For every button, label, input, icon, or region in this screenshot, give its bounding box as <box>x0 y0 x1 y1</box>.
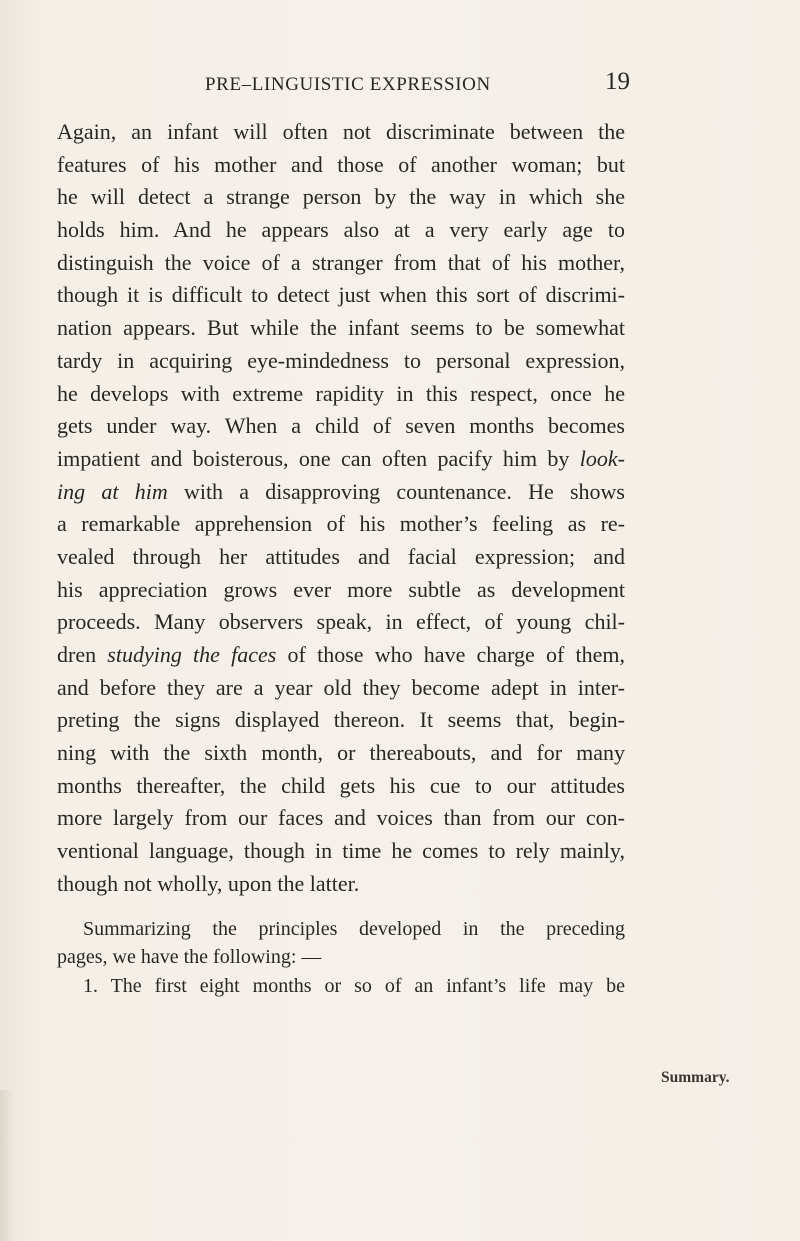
text-segment: of those who have charge of them, <box>276 642 625 667</box>
text-line: Again, an infant will often not discriminate between the <box>57 119 625 144</box>
text-line: though not wholly, upon the latter. <box>57 870 360 896</box>
text-line <box>57 443 625 476</box>
margin-note: Summary. <box>661 1069 730 1086</box>
page-number: 19 <box>605 68 630 95</box>
text-line: more largely from our faces and voices than from our con- <box>57 805 625 831</box>
paragraph-gap <box>57 901 625 915</box>
text-segment: impatient and boisterous, one can often pacify him by <box>57 445 580 471</box>
text-line: holds him. And he appears also at a very early age to <box>57 217 625 243</box>
text-line: proceeds. Many observers speak, in effect, of young chil- <box>57 609 625 635</box>
italic-text: ing at him <box>57 478 168 504</box>
main-text <box>57 116 625 1000</box>
text-line <box>57 476 625 509</box>
text-line: a remarkable apprehension of his mother’s feeling as re- <box>57 511 625 537</box>
text-line: gets under way. When a child of seven months becomes <box>57 413 625 439</box>
text-line: and before they are a year old they become adept in inter- <box>57 674 625 700</box>
text-line: 1. The first eight months or so of an infant’s life may be <box>83 974 625 997</box>
text-line <box>57 639 625 672</box>
text-segment: with a disapproving countenance. He shows <box>167 478 625 504</box>
text-line: ventional language, though in time he comes to rely mainly, <box>57 838 625 864</box>
text-line: he will detect a strange person by the way in which she <box>57 184 625 210</box>
text-line: his appreciation grows ever more subtle as development <box>57 576 625 602</box>
text-line: Summarizing the principles developed in the preceding <box>83 917 625 940</box>
text-line: he develops with extreme rapidity in this respect, once he <box>57 380 625 406</box>
running-head: PRE–LINGUISTIC EXPRESSION <box>205 74 491 95</box>
text-line: tardy in acquiring eye-mindedness to personal expression, <box>57 347 625 373</box>
paragraph-1 <box>57 116 625 901</box>
text-line: features of his mother and those of another woman; but <box>57 151 625 177</box>
text-line: pages, we have the following: — <box>57 946 322 968</box>
text-line: months thereafter, the child gets his cue to our attitudes <box>57 772 625 798</box>
text-line: ning with the sixth month, or thereabouts, and for many <box>57 740 625 766</box>
page-shadow <box>0 1090 14 1241</box>
text-segment: dren <box>57 642 108 667</box>
text-line: nation appears. But while the infant seems to be somewhat <box>57 315 625 341</box>
text-line: vealed through her attitudes and facial expression; and <box>57 543 625 569</box>
text-line: preting the signs displayed thereon. It seems that, begin- <box>57 707 625 733</box>
text-line: though it is difficult to detect just when this sort of discrimi- <box>57 282 625 308</box>
paragraph-2 <box>57 915 625 1001</box>
italic-text: studying the faces <box>107 642 277 667</box>
italic-text: look- <box>579 445 625 471</box>
text-line: distinguish the voice of a stranger from that of his mother, <box>57 249 625 275</box>
